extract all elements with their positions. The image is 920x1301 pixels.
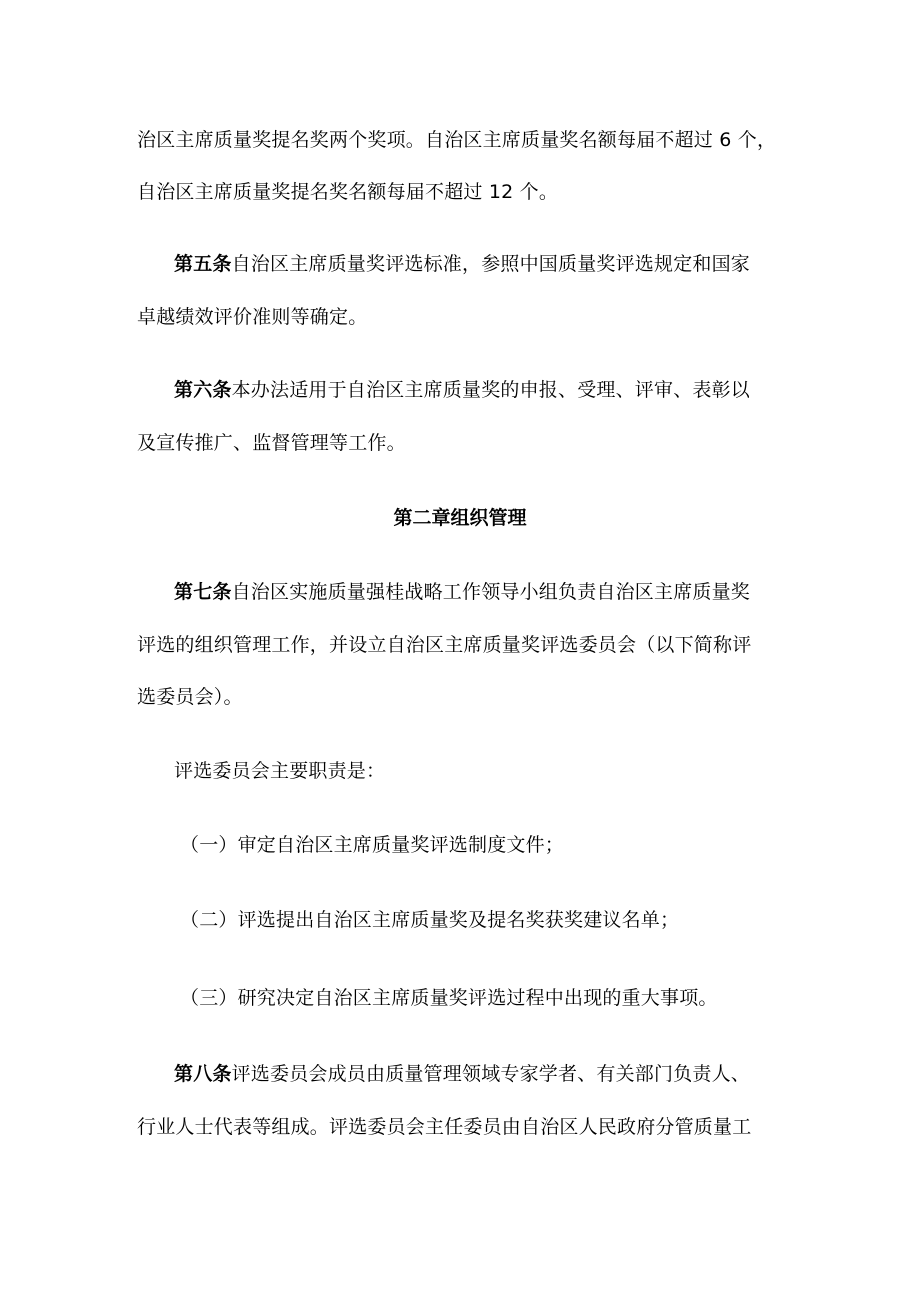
article-8-line-2: 行业人士代表等组成。评选委员会主任委员由自治区人民政府分管质量工	[137, 1116, 752, 1138]
duty-item-1: （一）审定自治区主席质量奖评选制度文件；	[180, 834, 565, 856]
intro-line-1: 治区主席质量奖提名奖两个奖项。自治区主席质量奖名额每届不超过 6 个，	[137, 129, 777, 151]
article-5-line-2: 卓越绩效评价准则等确定。	[137, 306, 368, 328]
article-8-text-1: 评选委员会成员由质量管理领域专家学者、有关部门负责人、	[231, 1063, 751, 1085]
article-5-line-1	[174, 249, 834, 279]
article-7-line-1	[174, 577, 834, 607]
article-6-line-1	[174, 375, 834, 405]
duty-item-3: （三）研究决定自治区主席质量奖评选过程中出现的重大事项。	[180, 987, 718, 1009]
article-7-line-3: 选委员会）。	[137, 686, 243, 708]
article-8-line-1	[174, 1059, 834, 1089]
duties-intro: 评选委员会主要职责是：	[174, 760, 386, 782]
article-7-label: 第七条	[174, 581, 232, 603]
article-8-label: 第八条	[174, 1063, 232, 1085]
article-7-line-2: 评选的组织管理工作，并设立自治区主席质量奖评选委员会（以下简称评	[137, 634, 752, 656]
article-5-label: 第五条	[174, 253, 232, 275]
article-7-text-1: 自治区实施质量强桂战略工作领导小组负责自治区主席质量奖	[231, 581, 751, 603]
duty-item-2: （二）评选提出自治区主席质量奖及提名奖获奖建议名单；	[180, 909, 680, 931]
article-6-line-2: 及宣传推广、监督管理等工作。	[137, 432, 406, 454]
article-6-label: 第六条	[174, 379, 232, 401]
intro-line-2: 自治区主席质量奖提名奖名额每届不超过 12 个。	[137, 181, 559, 203]
chapter-2-title: 第二章组织管理	[393, 507, 527, 529]
article-5-text-1: 自治区主席质量奖评选标准，参照中国质量奖评选规定和国家	[231, 253, 751, 275]
article-6-text-1: 本办法适用于自治区主席质量奖的申报、受理、评审、表彰以	[231, 379, 751, 401]
